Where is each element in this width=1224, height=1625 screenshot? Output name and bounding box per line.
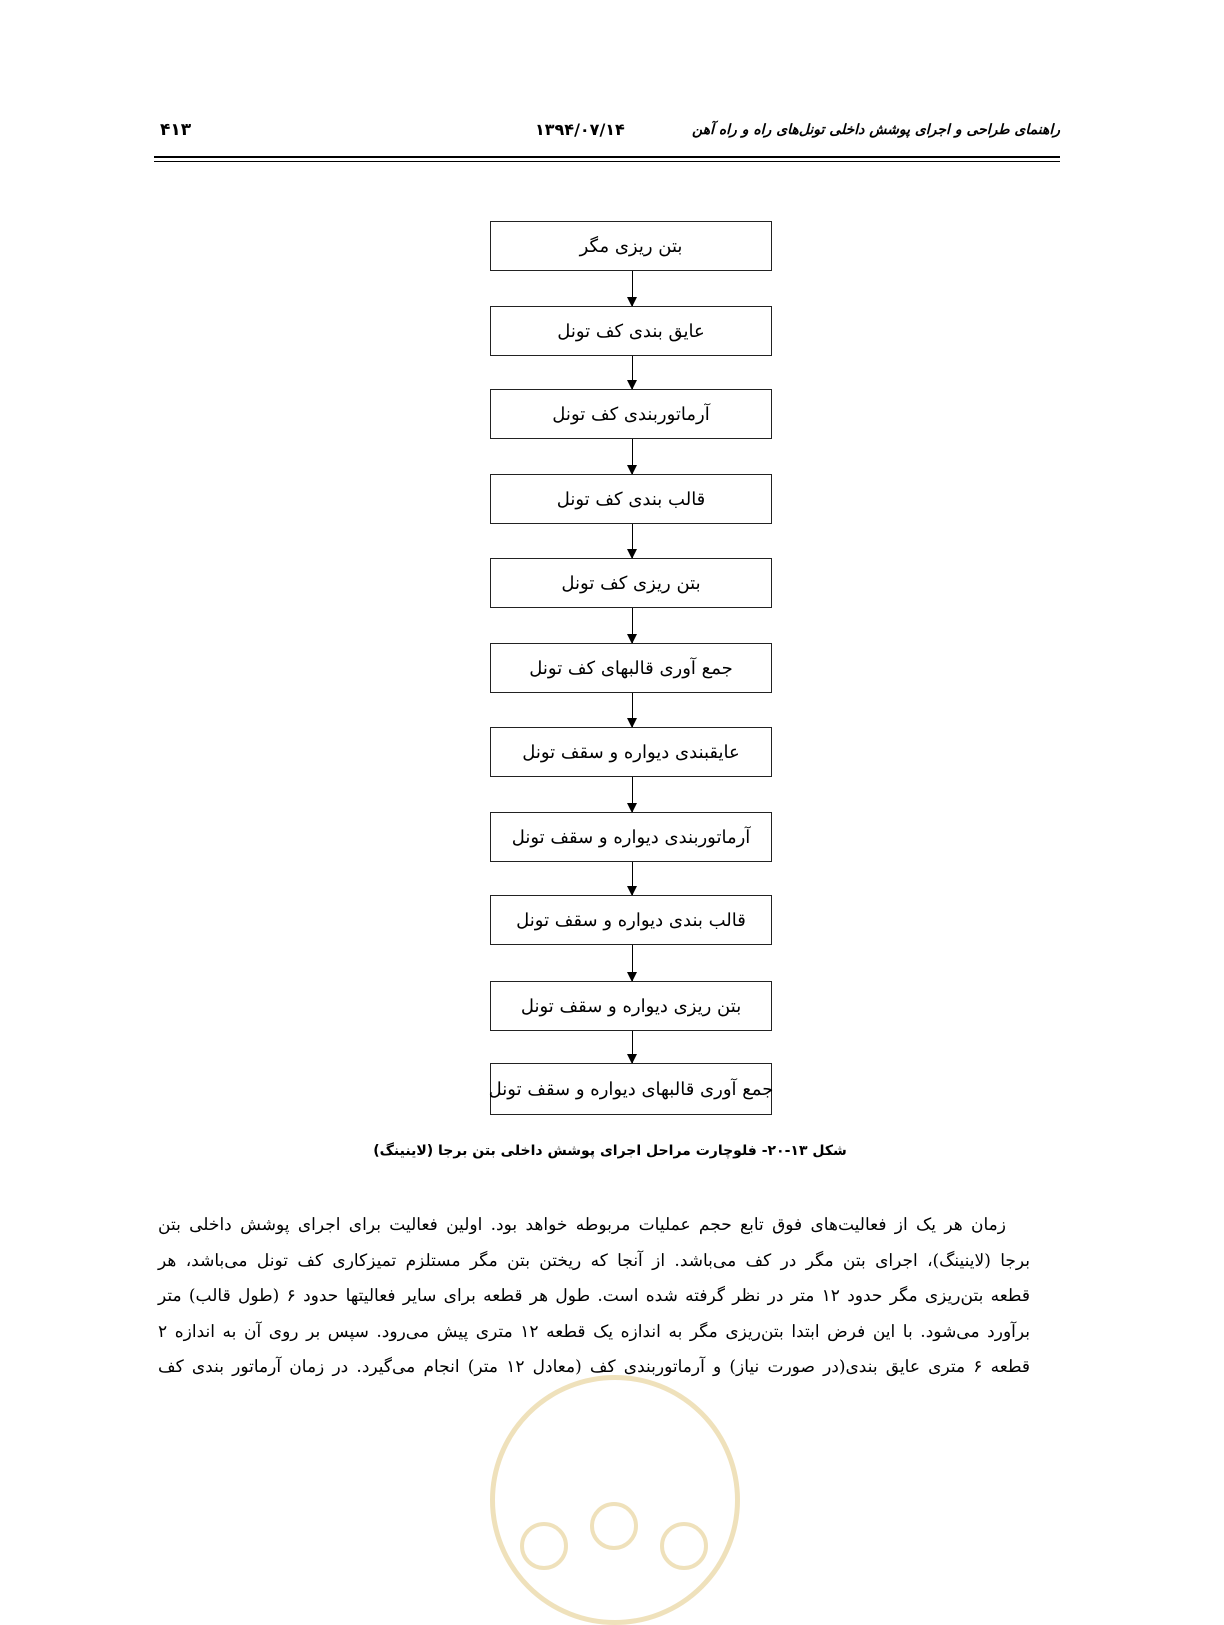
- flow-step: عایق بندی کف تونل: [490, 306, 772, 356]
- watermark-seal: [490, 1375, 740, 1625]
- flow-step: قالب بندی کف تونل: [490, 474, 772, 524]
- flow-step: جمع آوری قالبهای دیواره و سقف تونل: [490, 1063, 772, 1115]
- flow-arrow: [632, 693, 633, 727]
- flow-arrow: [632, 439, 633, 474]
- page-number: ۴۱۳: [160, 120, 192, 140]
- flow-step: جمع آوری قالبهای کف تونل: [490, 643, 772, 693]
- header-date: ۱۳۹۴/۰۷/۱۴: [535, 120, 625, 139]
- paragraph-line: برجا (لاینینگ)، اجرای بتن مگر در کف می‌باشد. از آنجا که ریختن بتن مگر مستلزم تمیزکاری کف تونل می‌باشد، هر: [158, 1250, 1030, 1271]
- paragraph-line: برآورد می‌شود. با این فرض ابتدا بتن‌ریزی مگر به اندازه یک قطعه ۱۲ متری پیش می‌رود. سپس بر روی آن به اندازه ۲: [158, 1321, 1030, 1342]
- flow-arrow: [632, 356, 633, 389]
- flow-arrow: [632, 608, 633, 643]
- paragraph-line: قطعه بتن‌ریزی مگر حدود ۱۲ متر در نظر گرفته شده است. طول هر قطعه برای سایر فعالیتها حدود ۶ (طول قالب) متر: [158, 1286, 1030, 1306]
- flow-step: بتن ریزی دیواره و سقف تونل: [490, 981, 772, 1031]
- gear-icon: [660, 1522, 708, 1570]
- flow-arrow: [632, 1031, 633, 1063]
- paragraph-line: زمان هر یک از فعالیت‌های فوق تابع حجم عملیات مربوطه خواهد بود. اولین فعالیت برای اجرای پوشش داخلی بتن: [158, 1215, 1006, 1235]
- body-paragraph: [158, 1208, 1030, 1386]
- flow-step: بتن ریزی مگر: [490, 221, 772, 271]
- flow-step: آرماتوربندی دیواره و سقف تونل: [490, 812, 772, 862]
- flow-arrow: [632, 862, 633, 895]
- figure-caption: شکل ۱۳-۲۰- فلوچارت مراحل اجرای پوشش داخلی بتن برجا (لاینینگ): [373, 1143, 847, 1159]
- gear-icon: [520, 1522, 568, 1570]
- flow-arrow: [632, 524, 633, 558]
- paragraph-line: قطعه ۶ متری عایق بندی(در صورت نیاز) و آرماتوربندی کف (معادل ۱۲ متر) انجام می‌گیرد. در زمان آرماتور بندی کف: [158, 1357, 1031, 1377]
- gear-icon: [590, 1502, 638, 1550]
- flow-step: عایقبندی دیواره و سقف تونل: [490, 727, 772, 777]
- flow-arrow: [632, 945, 633, 981]
- running-title: راهنمای طراحی و اجرای پوشش داخلی تونل‌های راه و راه آهن: [692, 122, 1060, 138]
- flow-arrow: [632, 777, 633, 812]
- flow-step: قالب بندی دیواره و سقف تونل: [490, 895, 772, 945]
- flow-arrow: [632, 271, 633, 306]
- flow-step: بتن ریزی کف تونل: [490, 558, 772, 608]
- flow-step: آرماتوربندی کف تونل: [490, 389, 772, 439]
